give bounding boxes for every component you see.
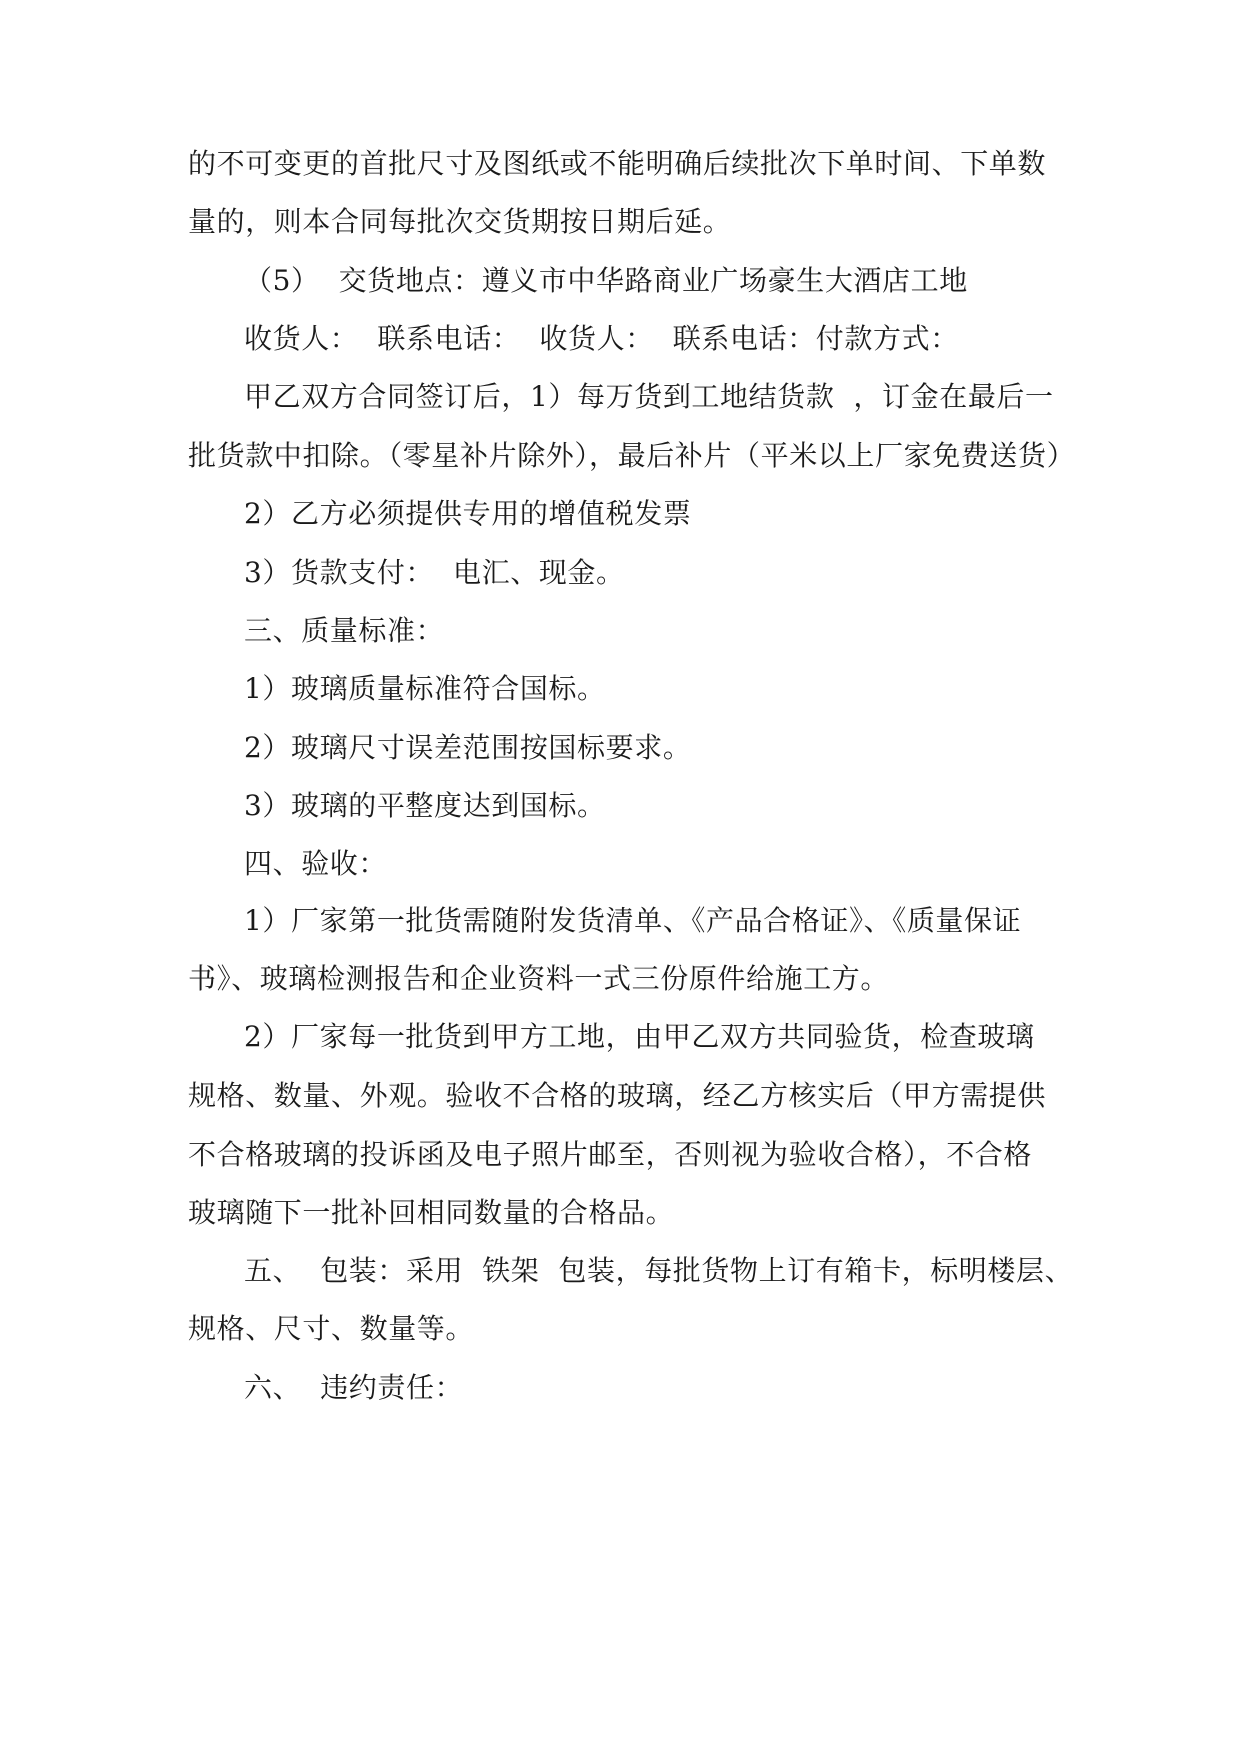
section-heading: 五、 包装：采用 铁架 包装，每批货物上订有箱卡，标明楼层、 — [244, 1254, 1074, 1287]
text-line: 的不可变更的首批尺寸及图纸或不能明确后续批次下单时间、下单数 — [188, 147, 1047, 180]
text-line: 规格、尺寸、数量等。 — [188, 1312, 475, 1345]
section-heading: 三、质量标准： — [244, 614, 445, 647]
text-line: 1）厂家第一批货需随附发货清单、《产品合格证》、《质量保证 — [244, 904, 1022, 937]
text-line: 甲乙双方合同签订后，1）每万货到工地结货款 ，订金在最后一 — [244, 380, 1054, 413]
text-line: 批货款中扣除。（零星补片除外），最后补片（平米以上厂家免费送货） — [188, 439, 1076, 472]
text-line: 收货人： 联系电话： 收货人： 联系电话：付款方式： — [244, 322, 959, 355]
text-line: 1）玻璃质量标准符合国标。 — [244, 672, 606, 705]
section-heading: 六、 违约责任： — [244, 1371, 464, 1404]
text-line: 2）玻璃尺寸误差范围按国标要求。 — [244, 731, 692, 764]
text-line: 2）乙方必须提供专用的增值税发票 — [244, 497, 692, 530]
text-line: 玻璃随下一批补回相同数量的合格品。 — [188, 1196, 675, 1229]
text-line: 3）玻璃的平整度达到国标。 — [244, 789, 606, 822]
section-heading: 四、验收： — [244, 847, 388, 880]
text-line: 2）厂家每一批货到甲方工地，由甲乙双方共同验货，检查玻璃 — [244, 1020, 1035, 1053]
text-line: 规格、数量、外观。验收不合格的玻璃，经乙方核实后（甲方需提供 — [188, 1079, 1047, 1112]
text-line: （5） 交货地点：遵义市中华路商业广场豪生大酒店工地 — [244, 264, 968, 297]
text-line: 书》、玻璃检测报告和企业资料一式三份原件给施工方。 — [188, 962, 890, 995]
text-line: 量的，则本合同每批次交货期按日期后延。 — [188, 205, 732, 238]
text-line: 不合格玻璃的投诉函及电子照片邮至，否则视为验收合格），不合格 — [188, 1138, 1033, 1171]
text-line: 3）货款支付： 电汇、现金。 — [244, 556, 625, 589]
